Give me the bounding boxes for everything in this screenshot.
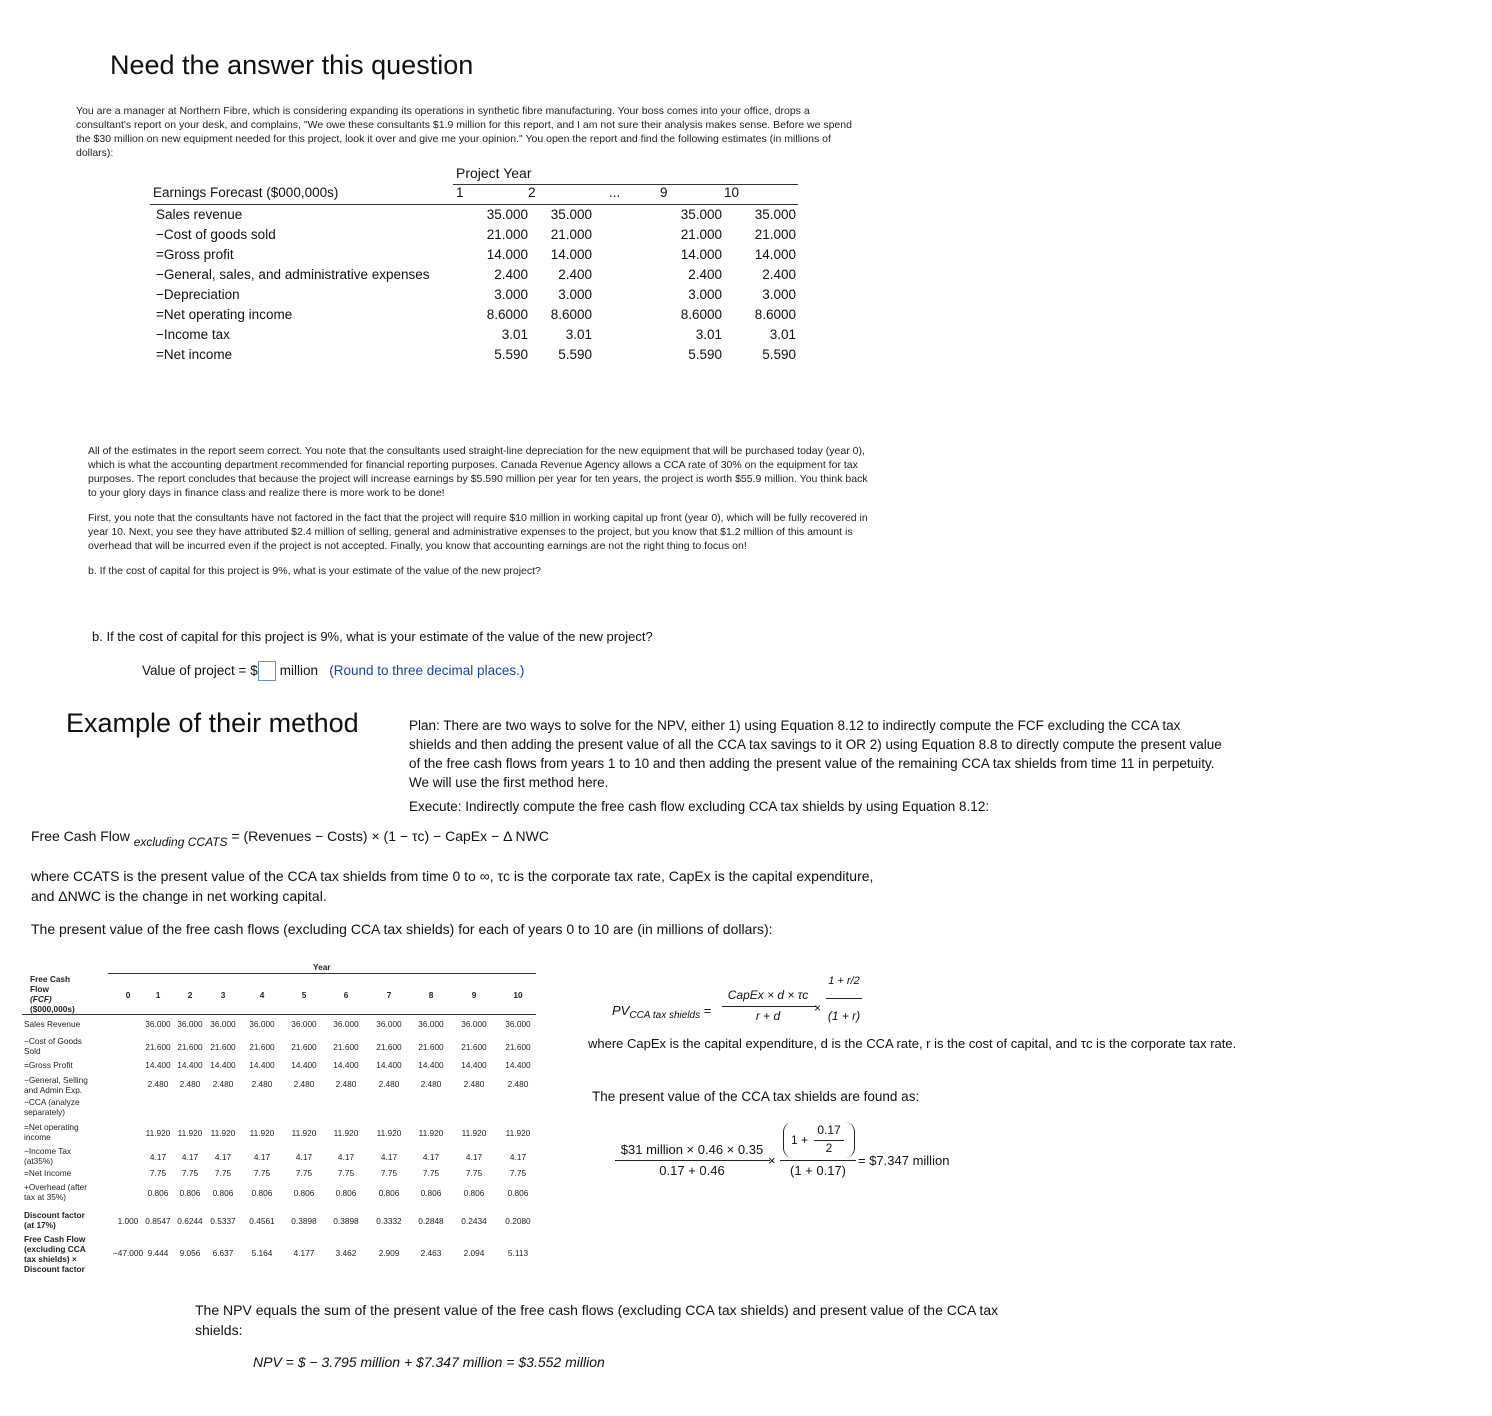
earnings-cell: 21.000 (754, 227, 796, 242)
fcf-cell: 2.480 (507, 1079, 529, 1089)
calc-inner-denominator: 2 (825, 1141, 833, 1155)
formula-rhs: = (Revenues − Costs) × (1 − τc) − CapEx − Δ NWC (231, 828, 549, 844)
fcf-year-label: Year (313, 962, 331, 972)
fcf-cell: 21.600 (333, 1042, 359, 1052)
fcf-cell: 21.600 (249, 1042, 275, 1052)
fcf-row-label (24, 1036, 106, 1056)
fcf-cell: 0.806 (507, 1188, 529, 1198)
fcf-cell: 36.000 (461, 1019, 487, 1029)
fcf-cell: −47.000 (112, 1248, 144, 1258)
fcf-cell: 21.600 (461, 1042, 487, 1052)
fcf-cell: 0.806 (147, 1188, 169, 1198)
year-header: 10 (724, 185, 740, 200)
earnings-cell: 14.000 (486, 247, 528, 262)
fcf-cell: 14.400 (376, 1060, 402, 1070)
fcf-cell: 9.444 (147, 1248, 169, 1258)
earnings-row-label: Sales revenue (156, 207, 243, 222)
calc-inner-numerator: 0.17 (817, 1123, 841, 1137)
fcf-cell: 11.920 (145, 1128, 171, 1138)
fcf-cell: 14.400 (418, 1060, 444, 1070)
earnings-cell: 35.000 (550, 207, 592, 222)
fcf-row-label-line: −General, Selling (24, 1075, 88, 1085)
example-title: Example of their method (66, 708, 359, 738)
fcf-cell: 36.000 (210, 1019, 236, 1029)
earnings-cell: 8.6000 (754, 307, 796, 322)
plan-line: shields and then adding the present value of all the CCA tax savings to it OR 2) using Equation 8.8 to directly compute the present value (409, 737, 1222, 752)
fcf-cell: 4.17 (295, 1152, 313, 1162)
fcf-header-line: ($000,000s) (30, 1004, 75, 1014)
fcf-cell: 14.400 (249, 1060, 275, 1070)
earnings-cell: 3.01 (769, 327, 796, 342)
earnings-cell: 35.000 (680, 207, 722, 222)
pvcca-denominator-2: (1 + r) (827, 1009, 861, 1023)
earnings-cell: 35.000 (754, 207, 796, 222)
fcf-row-label-line: tax at 35%) (24, 1192, 66, 1202)
pvcca-found: The present value of the CCA tax shields are found as: (592, 1089, 920, 1104)
fcf-cell: 36.000 (376, 1019, 402, 1029)
fcf-cell: 11.920 (376, 1128, 402, 1138)
fcf-row-label-line: −CCA (analyze (24, 1097, 80, 1107)
fcf-row-label-line: Discount factor (24, 1210, 85, 1220)
intro-paragraph (76, 104, 956, 160)
fcf-cell: 36.000 (505, 1019, 531, 1029)
fcf-cell: 4.177 (293, 1248, 315, 1258)
pvcca-lhs: $PV_{CCA tax shields}$ = (612, 1003, 712, 1021)
fcf-cell: 4.17 (509, 1152, 527, 1162)
fcf-cell: 14.400 (145, 1060, 171, 1070)
fcf-cell: 0.806 (212, 1188, 234, 1198)
year-header: ... (609, 185, 621, 200)
earnings-cell: 3.01 (501, 327, 528, 342)
earnings-cell: 2.400 (762, 267, 796, 282)
earnings-cell: 8.6000 (486, 307, 528, 322)
fcf-row-label (24, 1060, 106, 1070)
calc-result: = $7.347 million (858, 1153, 950, 1168)
fcf-cell: 2.480 (378, 1079, 400, 1089)
pvcca-numerator-2: 1 + r/2 (828, 975, 860, 987)
earnings-cell: 21.000 (486, 227, 528, 242)
fcf-cell: 21.600 (210, 1042, 236, 1052)
pvcca-lhs-text: PV (612, 1003, 630, 1018)
earnings-row-label: =Net income (156, 347, 233, 362)
fcf-cell: 0.806 (378, 1188, 400, 1198)
fcf-cell: 4.17 (181, 1152, 199, 1162)
fcf-row-label-line: =Gross Profit (24, 1060, 73, 1070)
fcf-year-header: 7 (386, 990, 392, 1000)
fcf-cell: 36.000 (333, 1019, 359, 1029)
fcf-cell: 2.480 (179, 1079, 201, 1089)
fcf-cell: 4.17 (380, 1152, 398, 1162)
fcf-year-header: 9 (471, 990, 477, 1000)
earnings-cell: 2.400 (688, 267, 722, 282)
fcf-cell: 0.806 (251, 1188, 273, 1198)
fcf-cell: 21.600 (145, 1042, 171, 1052)
fcf-row-label-line: Sales Revenue (24, 1019, 81, 1029)
fcf-cell: 11.920 (418, 1128, 444, 1138)
fcf-cell: 7.75 (337, 1168, 355, 1178)
earnings-cell: 21.000 (550, 227, 592, 242)
notes-paragraph (88, 511, 968, 553)
pv-intro: The present value of the free cash flows (excluding CCA tax shields) for each of years 0 to 10 are (in millions of dollars): (31, 921, 773, 937)
earnings-cell: 5.590 (762, 347, 796, 362)
fcf-cell: 4.17 (253, 1152, 271, 1162)
fcf-cell: 14.400 (505, 1060, 531, 1070)
fcf-cell: 5.113 (507, 1248, 529, 1258)
fcf-cell: 0.806 (293, 1188, 315, 1198)
fcf-cell: 2.480 (147, 1079, 169, 1089)
project-year-label: Project Year (456, 165, 532, 181)
fcf-year-header: 10 (513, 990, 523, 1000)
fcf-cell: 2.480 (293, 1079, 315, 1089)
fcf-cell: 0.2080 (505, 1216, 531, 1226)
earnings-cell: 21.000 (680, 227, 722, 242)
earnings-cell: 3.000 (494, 287, 528, 302)
fcf-cell: 5.164 (251, 1248, 273, 1258)
fcf-row-label-line: Free Cash Flow (24, 1234, 86, 1244)
fcf-header-line: Free Cash Flow (30, 974, 71, 994)
paragraph-line: to your glory days in finance class and realize there is more work to be done! (88, 487, 445, 499)
fcf-cell: 36.000 (145, 1019, 171, 1029)
earnings-cell: 3.000 (558, 287, 592, 302)
fcf-cell: 14.400 (291, 1060, 317, 1070)
earnings-cell: 14.000 (550, 247, 592, 262)
fcf-cell: 14.400 (177, 1060, 203, 1070)
fcf-row-label-line: −Income Tax (24, 1146, 72, 1156)
fcf-year-header: 1 (155, 990, 161, 1000)
fcf-cell: 36.000 (177, 1019, 203, 1029)
fcf-cell: 0.6244 (177, 1216, 203, 1226)
fcf-row-label-line: Discount factor (24, 1264, 85, 1274)
paragraph-line: year 10. Next, you see they have attributed $2.4 million of selling, general and administrative expenses to the project, but you know that $1.2 million of this amount is (88, 526, 853, 538)
fcf-cell: 0.806 (335, 1188, 357, 1198)
fcf-cell: 14.400 (333, 1060, 359, 1070)
fcf-cell: 0.806 (463, 1188, 485, 1198)
fcf-cell: 7.75 (422, 1168, 440, 1178)
fcf-cell: 4.17 (149, 1152, 167, 1162)
fcf-cell: 14.400 (461, 1060, 487, 1070)
fcf-cell: 11.920 (291, 1128, 317, 1138)
fcf-cell: 2.480 (251, 1079, 273, 1089)
fcf-cell: 7.75 (295, 1168, 313, 1178)
question-b: b. If the cost of capital for this project is 9%, what is your estimate of the value of the new project? (92, 629, 653, 644)
fcf-row-label-line: and Admin Exp. (24, 1085, 83, 1095)
answer-row (142, 660, 524, 682)
fcf-cell: 0.5337 (210, 1216, 236, 1226)
fcf-cell: 36.000 (249, 1019, 275, 1029)
paragraph-line: overhead that will be incurred even if the project is not accepted. Finally, you know that accounting earnings are not the right thing to focus on! (88, 540, 747, 552)
fcf-year-header: 4 (259, 990, 265, 1000)
year-header: 2 (528, 185, 536, 200)
fcf-row-label (24, 1210, 106, 1230)
answer-prefix: Value of project = $ (142, 663, 258, 678)
earnings-cell: 2.400 (558, 267, 592, 282)
earnings-cell: 3.01 (565, 327, 592, 342)
fcf-cell: 7.75 (214, 1168, 232, 1178)
earnings-cell: 3.000 (762, 287, 796, 302)
rounding-hint: (Round to three decimal places.) (329, 663, 525, 678)
fcf-cell: 4.17 (465, 1152, 483, 1162)
fcf-row-label (24, 1146, 106, 1166)
formula-subscript: excluding CCATS (133, 835, 228, 849)
fcf-cell: 0.806 (179, 1188, 201, 1198)
fcf-cell: 21.600 (177, 1042, 203, 1052)
fcf-row-label-line: (at 17%) (24, 1220, 56, 1230)
earnings-cell: 5.590 (494, 347, 528, 362)
where-line-2: and ΔNWC is the change in net working capital. (31, 888, 327, 904)
fcf-cell: 7.75 (509, 1168, 527, 1178)
npv-equation: NPV = $ − 3.795 million + $7.347 million = $3.552 million (253, 1354, 605, 1370)
earnings-cell: 5.590 (558, 347, 592, 362)
fcf-row-label (24, 1097, 106, 1117)
fcf-cell: 4.17 (214, 1152, 232, 1162)
execute-line: Execute: Indirectly compute the free cash flow excluding CCA tax shields by using Equation 8.12: (409, 799, 990, 814)
fcf-year-header: 8 (428, 990, 434, 1000)
fcf-cell: 0.4561 (249, 1216, 275, 1226)
fcf-row-label-line: (excluding CCA (24, 1244, 86, 1254)
earnings-cell: 3.000 (688, 287, 722, 302)
plan-paragraph (409, 716, 1469, 792)
value-input[interactable] (258, 661, 276, 681)
earnings-cell: 5.590 (688, 347, 722, 362)
npv-line: shields: (195, 1322, 243, 1338)
fcf-row-label (24, 1234, 106, 1274)
fcf-cell: 1.000 (117, 1216, 139, 1226)
fcf-header (30, 974, 75, 1014)
earnings-cell: 2.400 (494, 267, 528, 282)
fcf-cell: 11.920 (249, 1128, 275, 1138)
fcf-cell: 11.920 (461, 1128, 487, 1138)
fcf-cell: 21.600 (418, 1042, 444, 1052)
fcf-cell: 0.8547 (145, 1216, 171, 1226)
fcf-year-header: 2 (187, 990, 193, 1000)
intro-line: consultant's report on your desk, and complains, "We owe these consultants $1.9 million for this report, and I am not sure their analysis makes sense. Before we spend (76, 119, 852, 131)
plan-line: of the free cash flows from years 1 to 10 and then adding the present value of the remaining CCA tax shields from time 11 in perpetuity. (409, 756, 1215, 771)
intro-line: dollars): (76, 147, 114, 159)
fcf-cell: 0.806 (420, 1188, 442, 1198)
fcf-row-label-line: =Net operating (24, 1122, 79, 1132)
paragraph-line: All of the estimates in the report seem correct. You note that the consultants used straight-line depreciation for the new equipment that will be purchased today (year 0), (88, 445, 865, 457)
fcf-cell: 4.17 (337, 1152, 355, 1162)
fcf-cell: 11.920 (177, 1128, 203, 1138)
fcf-cell: 2.480 (212, 1079, 234, 1089)
fcf-row-label-line: +Overhead (after (24, 1182, 87, 1192)
fcf-cell: 36.000 (418, 1019, 444, 1029)
calc-denominator: 0.17 + 0.46 (659, 1163, 725, 1178)
fcf-cell: 0.3898 (333, 1216, 359, 1226)
npv-paragraph (195, 1300, 998, 1340)
fcf-cell: 2.463 (420, 1248, 442, 1258)
earnings-cell: 14.000 (754, 247, 796, 262)
page-title: Need the answer this question (110, 50, 474, 80)
earnings-row-label: −Income tax (156, 327, 230, 342)
fcf-formula (31, 828, 549, 849)
pvcca-where: where CapEx is the capital expenditure, d is the CCA rate, r is the cost of capital, and τc is the corporate tax rate. (588, 1036, 1237, 1051)
fcf-row-label-line: (at35%) (24, 1156, 54, 1166)
calc-numerator: $31 million × 0.46 × 0.35 (620, 1142, 764, 1157)
earnings-cell: 14.000 (680, 247, 722, 262)
plan-line: Plan: There are two ways to solve for the NPV, either 1) using Equation 8.12 to indirectly compute the FCF excluding the CCA tax (409, 718, 1181, 733)
fcf-row-label (24, 1075, 106, 1095)
fcf-cell: 7.75 (465, 1168, 483, 1178)
pvcca-numerator: CapEx × d × τc (727, 988, 809, 1002)
fcf-cell: 0.3898 (291, 1216, 317, 1226)
pvcca-denominator: r + d (755, 1009, 781, 1023)
earnings-cell: 3.01 (695, 327, 722, 342)
fcf-year-header: 5 (301, 990, 307, 1000)
earnings-row-label: −Depreciation (156, 287, 240, 302)
fcf-cell: 21.600 (505, 1042, 531, 1052)
earnings-cell: 8.6000 (550, 307, 592, 322)
intro-line: the $30 million on new equipment needed for this project, look it over and give me your opinion." You open the report and find the following estimates (in millions of (76, 133, 831, 145)
earnings-row-label: =Gross profit (156, 247, 234, 262)
fcf-row-label-line: separately) (24, 1107, 66, 1117)
fcf-cell: 9.056 (179, 1248, 201, 1258)
fcf-cell: 3.462 (335, 1248, 357, 1258)
paragraph-line: First, you note that the consultants have not factored in the fact that the project will require $10 million in working capital up front (year 0), which will be fully recovered in (88, 512, 868, 524)
formula-lhs: Free Cash Flow (31, 828, 130, 844)
fcf-cell: 36.000 (291, 1019, 317, 1029)
year-header: 9 (660, 185, 668, 200)
fcf-cell: 2.480 (420, 1079, 442, 1089)
fcf-year-header: 3 (220, 990, 226, 1000)
earnings-row-label: −Cost of goods sold (156, 227, 276, 242)
fcf-cell: 2.094 (463, 1248, 485, 1258)
fcf-row-label (24, 1122, 106, 1142)
fcf-cell: 11.920 (505, 1128, 531, 1138)
answer-suffix: million (279, 663, 318, 678)
earnings-row-label: =Net operating income (156, 307, 293, 322)
npv-line: The NPV equals the sum of the present value of the free cash flows (excluding CCA tax shields) and present value of the CCA tax (195, 1302, 999, 1318)
fcf-cell: 2.480 (335, 1079, 357, 1089)
fcf-row-label (24, 1182, 106, 1202)
fcf-cell: 7.75 (181, 1168, 199, 1178)
fcf-cell: 2.909 (378, 1248, 400, 1258)
fcf-cell: 0.2434 (461, 1216, 487, 1226)
fcf-header-line: (FCF) (30, 994, 52, 1004)
fcf-year-header: 6 (343, 990, 349, 1000)
fcf-row-label (24, 1168, 106, 1178)
fcf-cell: 21.600 (291, 1042, 317, 1052)
fcf-cell: 7.75 (253, 1168, 271, 1178)
report-paragraph (88, 444, 968, 500)
fcf-year-header: 0 (125, 990, 131, 1000)
fcf-row-label-line: tax shields) × (24, 1254, 77, 1264)
fcf-cell: 14.400 (210, 1060, 236, 1070)
earnings-cell: 35.000 (486, 207, 528, 222)
fcf-row-label-line: Sold (24, 1046, 41, 1056)
earnings-row-label: −General, sales, and administrative expenses (156, 267, 430, 282)
pvcca-lhs-subscript: CCA tax shields (629, 1010, 701, 1021)
fcf-cell: 2.480 (463, 1079, 485, 1089)
fcf-row-label-line: −Cost of Goods (24, 1036, 82, 1046)
question-b-small: b. If the cost of capital for this project is 9%, what is your estimate of the value of the new project? (88, 565, 541, 577)
fcf-cell: 7.75 (149, 1168, 167, 1178)
fcf-cell: 7.75 (380, 1168, 398, 1178)
fcf-row-label-line: =Net Income (24, 1168, 72, 1178)
fcf-cell: 4.17 (422, 1152, 440, 1162)
fcf-cell: 21.600 (376, 1042, 402, 1052)
fcf-row-label-line: income (24, 1132, 51, 1142)
earnings-cell: 8.6000 (680, 307, 722, 322)
paragraph-line: purposes. The report concludes that because the project will increase earnings by $5.590 million per year for ten years, the project is worth $55.9 million. You think back (88, 473, 868, 485)
fcf-cell: 6.637 (212, 1248, 234, 1258)
fcf-cell: 11.920 (333, 1128, 359, 1138)
intro-line: You are a manager at Northern Fibre, which is considering expanding its operations in synthetic fibre manufacturing. Your boss comes into your office, drops a (76, 105, 810, 117)
plan-line: We will use the first method here. (409, 775, 609, 790)
calc-denominator-2: (1 + 0.17) (789, 1163, 846, 1178)
fcf-row-label (24, 1019, 106, 1029)
where-line-1: where CCATS is the present value of the CCA tax shields from time 0 to ∞, τc is the corporate tax rate, CapEx is the capital expenditure, (31, 868, 874, 884)
year-header: 1 (456, 185, 464, 200)
fcf-cell: 0.3332 (376, 1216, 402, 1226)
fcf-cell: 0.2848 (418, 1216, 444, 1226)
earnings-header-label: Earnings Forecast ($000,000s) (153, 185, 339, 200)
paragraph-line: which is what the accounting department recommended for financial reporting purposes. Canada Revenue Agency allows a CCA rate of 30% on the equipment for tax (88, 459, 858, 471)
fcf-cell: 11.920 (210, 1128, 236, 1138)
